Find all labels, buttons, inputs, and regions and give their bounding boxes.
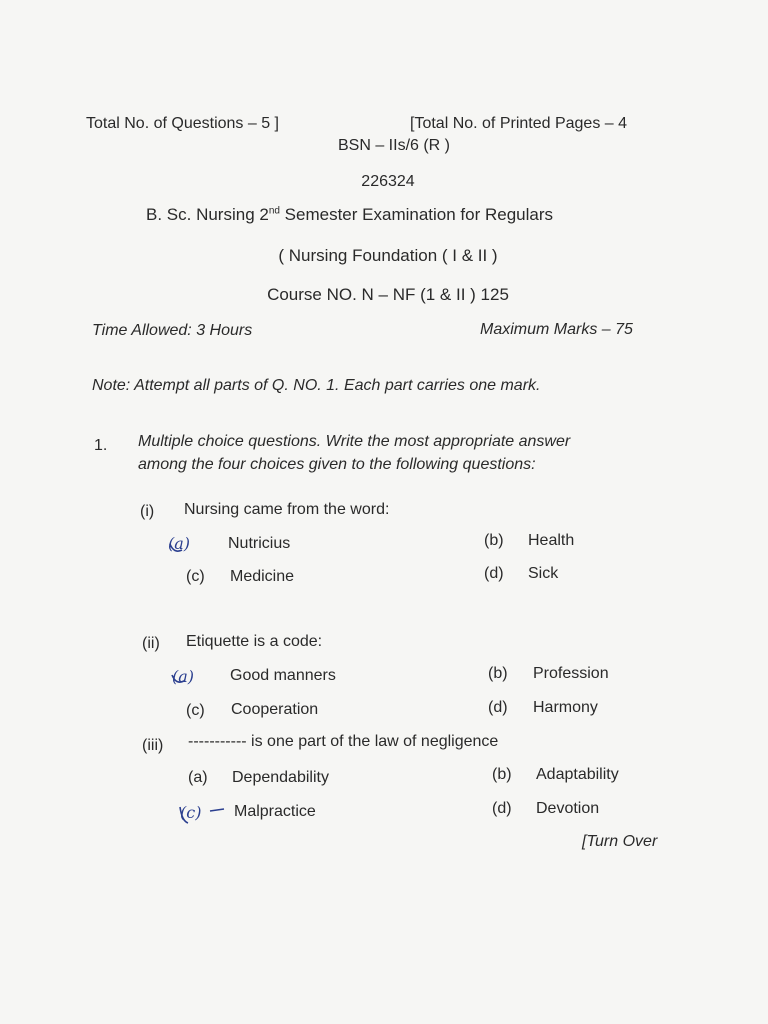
answer-mark [172, 667, 194, 687]
option-text: Harmony [533, 699, 598, 716]
instruction-line-2: among the four choices given to the following questions: [138, 456, 536, 473]
option-key: (a) [172, 667, 195, 686]
option-text: Profession [533, 665, 609, 682]
title-prefix: B. Sc. Nursing 2 [146, 205, 269, 224]
option-text: Devotion [536, 800, 600, 817]
subquestion-number: (ii) [142, 635, 160, 652]
option-text: Sick [528, 565, 559, 582]
question-stem: Etiquette is a code: [186, 633, 323, 650]
option-key: (c) [186, 568, 205, 585]
exam-title [146, 205, 553, 225]
option-text: Dependability [232, 769, 329, 786]
option-key: (a) [188, 769, 208, 786]
option-key: (b) [492, 766, 512, 783]
answer-mark [180, 803, 201, 823]
question-stem: Nursing came from the word: [184, 501, 390, 518]
maximum-marks: Maximum Marks – 75 [480, 321, 633, 338]
option-key: (d) [488, 699, 508, 716]
question-number: 1. [94, 437, 108, 454]
option-key: (b) [484, 532, 504, 549]
title-suffix: Semester Examination for Regulars [279, 205, 554, 224]
option-text: Cooperation [231, 701, 319, 718]
subject-title: ( Nursing Foundation ( I & II ) [278, 246, 498, 265]
subquestion-number: (iii) [142, 737, 164, 754]
question-stem: ----------- is one part of the law of negligence [188, 733, 499, 750]
time-allowed: Time Allowed: 3 Hours [92, 322, 253, 339]
total-questions: Total No. of Questions – 5 ] [86, 115, 279, 132]
instruction-line-1: Multiple choice questions. Write the most appropriate answer [138, 433, 571, 450]
check-mark-icon [168, 534, 208, 558]
option-text: Good manners [230, 667, 336, 684]
option-text: Malpractice [234, 803, 316, 820]
option-text: Nutricius [228, 535, 291, 552]
option-key: (a) [168, 534, 191, 553]
option-key: (b) [488, 665, 508, 682]
option-key: (d) [492, 800, 512, 817]
check-mark-icon [172, 667, 212, 691]
exam-number: 226324 [361, 173, 415, 190]
option-key: (c) [186, 702, 205, 719]
option-text: Medicine [230, 568, 295, 585]
paper-code: BSN – IIs/6 (R ) [337, 137, 451, 154]
course-number: Course NO. N – NF (1 & II ) 125 [267, 285, 509, 304]
option-text: Health [528, 532, 575, 549]
answer-mark [168, 534, 190, 554]
printed-pages: [Total No. of Printed Pages – 4 [410, 115, 628, 132]
note: Note: Attempt all parts of Q. NO. 1. Each part carries one mark. [92, 377, 541, 394]
turn-over: [Turn Over [582, 833, 658, 850]
title-superscript: nd [268, 205, 280, 217]
option-key: (c) [180, 803, 202, 822]
subquestion-number: (i) [140, 503, 155, 520]
check-mark-icon [180, 803, 228, 827]
option-text: Adaptability [536, 766, 619, 783]
option-key: (d) [484, 565, 504, 582]
